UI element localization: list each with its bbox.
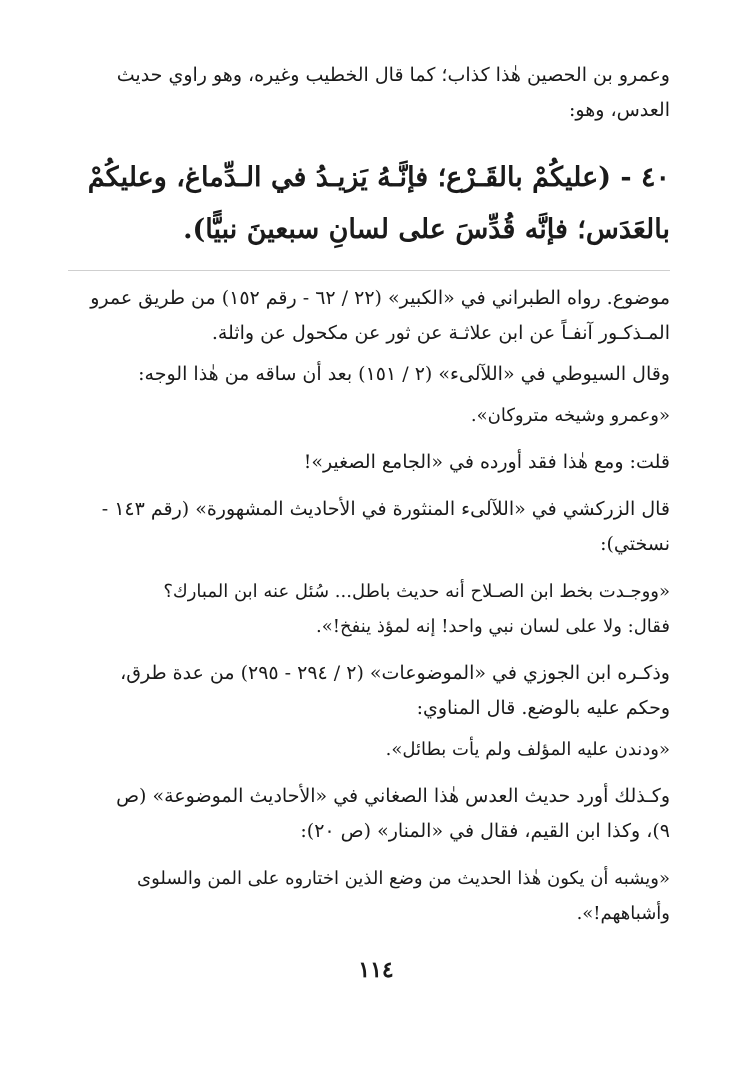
p4-line-1: قال الزركشي في «اللآلىء المنثورة في الأحاديث المشهورة» (رقم ١٤٣ -: [101, 498, 670, 520]
p4-line-2: نسختي):: [600, 533, 670, 555]
p6-line-2: ٩)، وكذا ابن القيم، فقال في «المنار» (ص ٢٠):: [300, 820, 670, 842]
q2-line-1: «ووجـدت بخط ابن الصـلاح أنه حديث باطل... سُئل عنه ابن المبارك؟: [163, 581, 670, 602]
paragraph-ibn-jawzi: [68, 656, 670, 726]
quote-zarkashi: [68, 574, 670, 644]
quote-ibn-qayyim: [68, 861, 670, 931]
hadith-heading: [68, 152, 670, 256]
paragraph-comment: قلت: ومع هٰذا فقد أورده في «الجامع الصغير»!: [303, 451, 670, 473]
quote-munawi: «ودندن عليه المؤلف ولم يأت بطائل».: [385, 739, 670, 760]
paragraph-zarkashi: [68, 492, 670, 562]
page-number: ١١٤: [358, 957, 394, 983]
intro-paragraph: [68, 58, 670, 128]
hadith-line-1: ٤٠ - (عليكُمْ بالقَـرْع؛ فإنَّـهُ يَزيـدُ في الـدِّماغ، وعليكُمْ: [87, 162, 670, 193]
quote-suyuti: «وعمرو وشيخه متروكان».: [470, 405, 670, 426]
q4-line-1: «ويشبه أن يكون هٰذا الحديث من وضع الذين اختاروه على المن والسلوى: [137, 868, 670, 889]
p1-line-2: المـذكـور آنفـاً عن ابن علاثـة عن ثور عن مكحول عن واثلة.: [211, 322, 670, 344]
hadith-line-2: بالعَدَس؛ فإنَّه قُدِّسَ على لسانِ سبعينَ نبيًّا).: [183, 214, 670, 245]
section-divider: [68, 270, 670, 271]
paragraph-ruling: [68, 281, 670, 351]
p6-line-1: وكـذلك أورد حديث العدس هٰذا الصغاني في «الأحاديث الموضوعة» (ص: [116, 785, 670, 807]
intro-line-1: وعمرو بن الحصين هٰذا كذاب؛ كما قال الخطيب وغيره، وهو راوي حديث: [116, 64, 670, 86]
p5-line-1: وذكـره ابن الجوزي في «الموضوعات» (٢ / ٢٩٤ - ٢٩٥) من عدة طرق،: [120, 662, 670, 684]
paragraph-suyuti: وقال السيوطي في «اللآلىء» (٢ / ١٥١) بعد أن ساقه من هٰذا الوجه:: [138, 363, 670, 385]
p1-line-1: موضوع. رواه الطبراني في «الكبير» (٢٢ / ٦٢ - رقم ١٥٢) من طريق عمرو: [90, 287, 670, 309]
q4-line-2: وأشباههم!».: [576, 903, 670, 924]
q2-line-2: فقال: ولا على لسان نبي واحد! إنه لمؤذ ينفخ!».: [316, 616, 670, 637]
p5-line-2: وحكم عليه بالوضع. قال المناوي:: [416, 697, 670, 719]
intro-line-2: العدس، وهو:: [569, 99, 670, 121]
paragraph-saghani: [68, 779, 670, 849]
